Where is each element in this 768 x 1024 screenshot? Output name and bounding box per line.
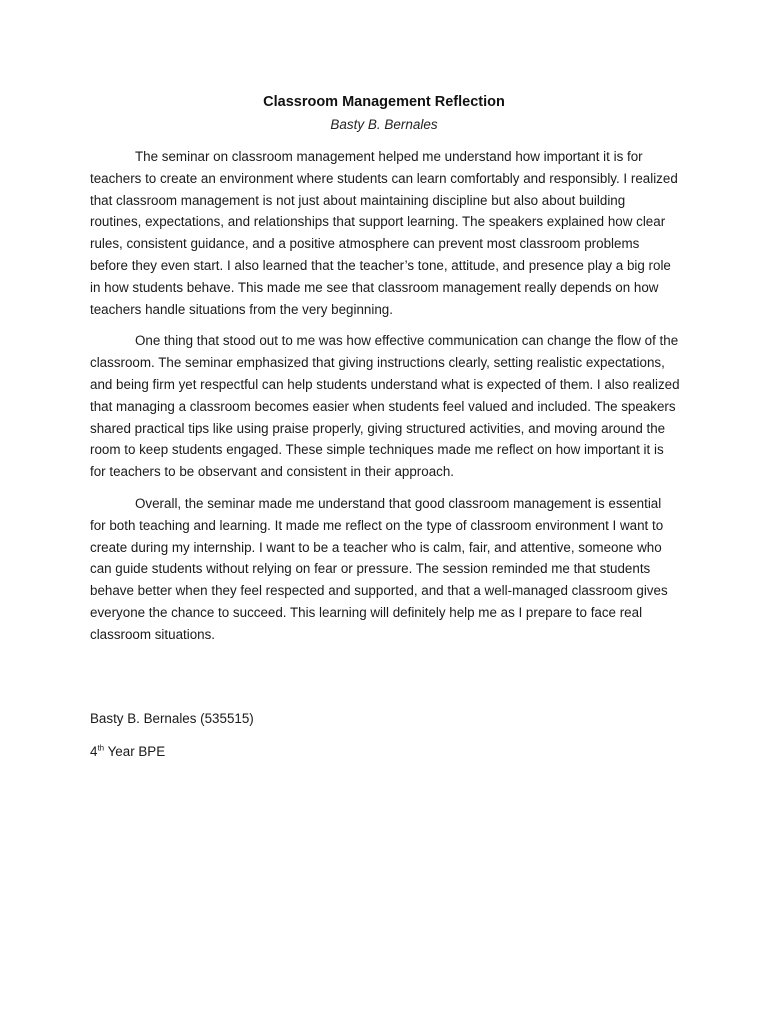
- document-title: Classroom Management Reflection: [263, 94, 505, 110]
- document-body: [90, 146, 680, 656]
- signature-name: Basty B. Bernales (535515): [90, 711, 254, 726]
- paragraph-2: One thing that stood out to me was how effective communication can change the flow of the classroom. The seminar emphasized that giving instructions clearly, setting realistic expectations, and being firm yet respectful can help students understand what is expected of them. I also realized that managing a classroom becomes easier when students feel valued and included. The speakers shared practical tips like using praise properly, giving structured activities, and moving around the room to keep students engaged. These simple techniques made me reflect on how important it is for teachers to be observant and consistent in their approach.: [90, 333, 680, 480]
- paragraph-1: The seminar on classroom management helped me understand how important it is for teachers to create an environment where students can learn comfortably and responsibly. I realized that classroom management is not just about maintaining discipline but also about building routines, expectations, and relationships that support learning. The speakers explained how clear rules, consistent guidance, and a positive atmosphere can prevent most classroom problems before they even start. I also learned that the teacher’s tone, attitude, and presence play a big role in how students behave. This made me see that classroom management really depends on how teachers handle situations from the very beginning.: [90, 149, 678, 317]
- year-number: 4: [90, 744, 98, 759]
- year-suffix: th: [97, 743, 105, 753]
- document-author: Basty B. Bernales: [330, 117, 438, 132]
- paragraph-3: Overall, the seminar made me understand that good classroom management is essential for both teaching and learning. It made me reflect on the type of classroom environment I want to create during my internship. I want to be a teacher who is calm, fair, and attentive, someone who can guide students without relying on fear or pressure. The session reminded me that students behave better when they feel respected and supported, and that a well-managed classroom gives everyone the chance to succeed. This learning will definitely help me as I prepare to face real classroom situations.: [90, 495, 668, 642]
- signature-year: [90, 741, 165, 762]
- year-rest: Year BPE: [104, 744, 166, 759]
